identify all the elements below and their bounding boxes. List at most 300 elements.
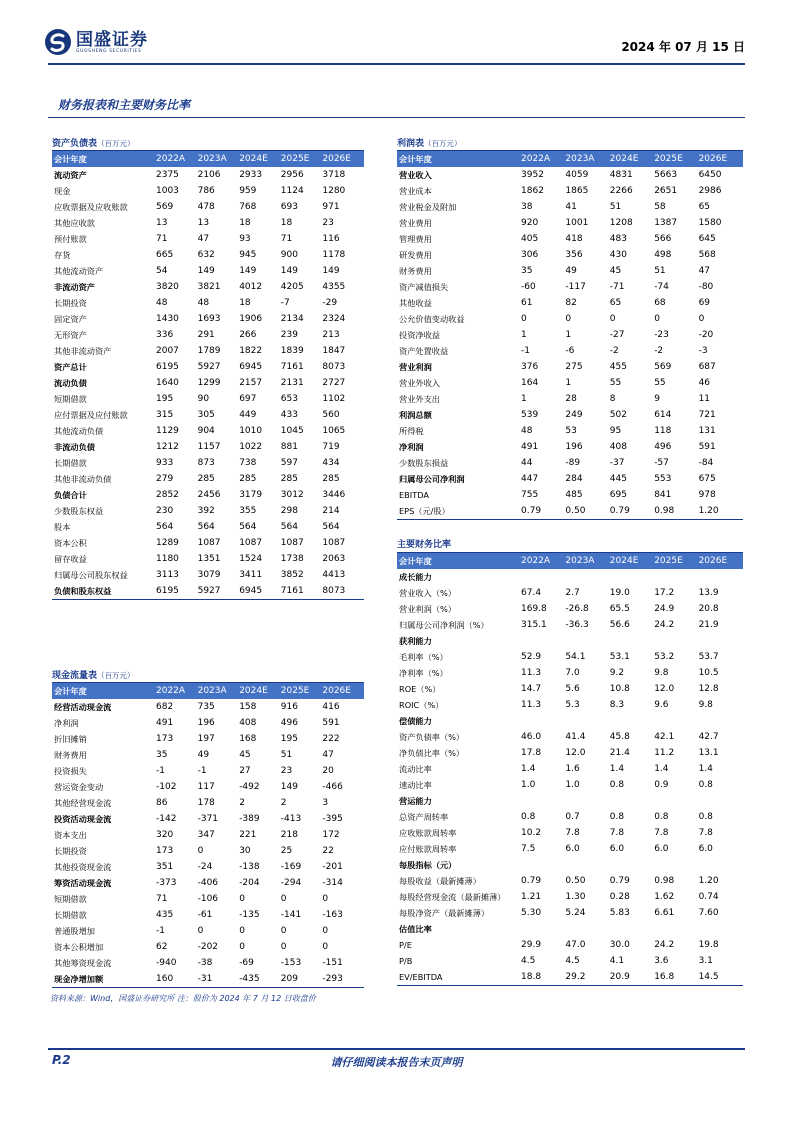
row-label: 营运资金变动 <box>54 782 104 792</box>
header-label-cell: 会计年度 <box>397 553 521 569</box>
value-cell: 1180 <box>156 554 179 564</box>
table-row <box>397 729 743 745</box>
value-cell: 24.9 <box>654 604 675 614</box>
value-cell: 1862 <box>521 186 544 196</box>
header-year-cell: 2024E <box>239 683 281 699</box>
value-cell: 6195 <box>156 583 198 600</box>
value-cell: 19.8 <box>698 940 719 950</box>
logo-name-cn: 国盛证券 <box>76 29 148 50</box>
table-row <box>52 359 364 375</box>
value-cell <box>521 793 565 809</box>
value-cell: 4012 <box>239 282 263 292</box>
value-cell: 1087 <box>197 538 221 548</box>
value-cell: 0.98 <box>654 876 675 886</box>
table-row <box>52 439 364 455</box>
value-cell: 0 <box>609 314 616 324</box>
value-cell: 502 <box>609 410 627 420</box>
value-cell: 0.8 <box>609 780 625 790</box>
value-cell: 45.8 <box>609 732 630 742</box>
value-cell: 933 <box>156 458 174 468</box>
value-cell: 920 <box>521 218 539 228</box>
value-cell: 2131 <box>280 378 304 388</box>
value-cell: 23 <box>322 218 334 228</box>
value-cell <box>654 921 698 937</box>
row-label: 偿债能力 <box>399 716 432 726</box>
value-cell: 0.28 <box>609 892 630 902</box>
table-row <box>52 215 364 231</box>
header-year-cell: 2024E <box>610 553 654 569</box>
value-cell: 1157 <box>197 442 221 452</box>
table-row <box>52 247 364 263</box>
table-row <box>52 343 364 359</box>
value-cell: 768 <box>239 202 257 212</box>
table-row <box>397 857 743 873</box>
row-label: 其他经营现金流 <box>54 798 112 808</box>
value-cell: -141 <box>280 910 302 920</box>
row-label: 每股指标（元） <box>399 860 457 870</box>
row-label: 每股经营现金流（最新摊薄） <box>399 892 506 902</box>
table-row <box>52 843 364 859</box>
table-row <box>52 311 364 327</box>
value-cell: 336 <box>156 330 174 340</box>
value-cell: 7.8 <box>698 828 713 838</box>
value-cell: 1.4 <box>654 764 669 774</box>
value-cell: 1087 <box>322 538 346 548</box>
header-year-cell: 2022A <box>521 151 565 167</box>
value-cell: 416 <box>322 702 340 712</box>
table-row <box>52 167 364 183</box>
caption-unit: （百万元） <box>97 139 135 148</box>
balance-sheet-table <box>52 151 364 600</box>
value-cell: 197 <box>197 734 215 744</box>
value-cell: 491 <box>521 442 539 452</box>
value-cell: -492 <box>239 782 260 792</box>
row-label: 营业利润（%） <box>399 604 456 614</box>
value-cell: -102 <box>156 782 177 792</box>
value-cell: 10.8 <box>609 684 630 694</box>
value-cell: -153 <box>280 958 302 968</box>
table-row <box>52 827 364 843</box>
value-cell: 3113 <box>156 570 179 580</box>
header-year-cell: 2023A <box>565 553 609 569</box>
value-cell: -204 <box>239 878 260 888</box>
row-label: 少数股东损益 <box>399 458 449 468</box>
value-cell: 11.3 <box>521 668 542 678</box>
table-header-row <box>397 553 743 569</box>
table-row <box>397 585 743 601</box>
value-cell: 0 <box>280 926 287 936</box>
value-cell: 0.7 <box>565 812 580 822</box>
value-cell: 69 <box>698 298 711 308</box>
table-row <box>397 263 743 279</box>
table-row <box>397 697 743 713</box>
value-cell: -435 <box>239 971 281 988</box>
value-cell: 614 <box>654 410 672 420</box>
value-cell: -7 <box>280 298 290 308</box>
company-logo <box>44 26 174 58</box>
table-row <box>52 263 364 279</box>
value-cell: 665 <box>156 250 174 260</box>
value-cell: 18 <box>239 298 251 308</box>
value-cell: 306 <box>521 250 539 260</box>
value-cell: 485 <box>565 490 583 500</box>
value-cell: -24 <box>197 862 213 872</box>
row-label: EV/EBITDA <box>397 969 521 986</box>
balance-sheet <box>52 137 364 600</box>
row-label: 流动负债 <box>54 378 87 388</box>
value-cell: 35 <box>156 750 168 760</box>
report-date: 2024 年 07 月 15 日 <box>621 40 745 54</box>
value-cell <box>610 793 654 809</box>
value-cell: 430 <box>609 250 627 260</box>
value-cell: 1847 <box>322 346 346 356</box>
value-cell <box>699 793 743 809</box>
row-label: P/B <box>399 956 413 966</box>
value-cell: 9 <box>654 394 660 404</box>
value-cell: 3.6 <box>654 956 669 966</box>
value-cell: 20.9 <box>610 969 654 986</box>
row-label: 长期投资 <box>54 298 87 308</box>
value-cell: 355 <box>239 506 257 516</box>
value-cell: 755 <box>521 490 539 500</box>
value-cell: 195 <box>156 394 174 404</box>
value-cell: 0 <box>239 942 245 952</box>
row-label: ROE（%） <box>399 684 441 694</box>
header-year-cell: 2026E <box>322 683 364 699</box>
value-cell: -373 <box>156 878 177 888</box>
value-cell: 1351 <box>197 554 221 564</box>
value-cell: -294 <box>280 878 302 888</box>
value-cell: 455 <box>609 362 627 372</box>
table-row <box>52 731 364 747</box>
value-cell: -314 <box>322 878 343 888</box>
value-cell: 0.74 <box>698 892 719 902</box>
value-cell: 285 <box>197 474 215 484</box>
value-cell: 275 <box>565 362 583 372</box>
row-label: 营业外支出 <box>399 394 440 404</box>
value-cell: 881 <box>280 442 298 452</box>
value-cell: 408 <box>239 718 257 728</box>
header-year-cell: 2024E <box>239 151 281 167</box>
row-label: 财务费用 <box>399 266 432 276</box>
value-cell: 2986 <box>698 186 722 196</box>
value-cell: 54 <box>156 266 168 276</box>
table-row <box>397 841 743 857</box>
value-cell: 65.5 <box>609 604 630 614</box>
value-cell: 285 <box>239 474 257 484</box>
value-cell: 1 <box>565 330 572 340</box>
value-cell: 496 <box>654 442 672 452</box>
table-row <box>52 471 364 487</box>
value-cell: 2266 <box>609 186 633 196</box>
table-row <box>52 747 364 763</box>
value-cell: 116 <box>322 234 340 244</box>
value-cell: 266 <box>239 330 257 340</box>
value-cell: 149 <box>239 266 257 276</box>
value-cell: 68 <box>654 298 666 308</box>
row-label: 营业收入（%） <box>399 588 456 598</box>
value-cell: 12.0 <box>654 684 675 694</box>
value-cell: 320 <box>156 830 174 840</box>
value-cell: 169.8 <box>521 604 547 614</box>
value-cell: 172 <box>322 830 340 840</box>
value-cell: -293 <box>322 971 364 988</box>
row-label: 管理费用 <box>399 234 432 244</box>
header-year-cell: 2026E <box>322 151 364 167</box>
value-cell: -57 <box>654 458 669 468</box>
value-cell: 14.7 <box>521 684 542 694</box>
value-cell: 1124 <box>280 186 304 196</box>
value-cell: 418 <box>565 234 583 244</box>
row-label: 营业成本 <box>399 186 432 196</box>
row-label: 现金净增加额 <box>52 971 156 988</box>
value-cell: 687 <box>698 362 716 372</box>
row-label: 公允价值变动收益 <box>399 314 465 324</box>
value-cell: 9.6 <box>654 700 669 710</box>
table-row <box>52 699 364 715</box>
table-header-row <box>52 151 364 167</box>
value-cell: 1524 <box>239 554 263 564</box>
value-cell: 55 <box>609 378 622 388</box>
value-cell: 18 <box>280 218 293 228</box>
table-row <box>397 793 743 809</box>
value-cell: 0.9 <box>654 780 669 790</box>
value-cell: 82 <box>565 298 577 308</box>
row-label: 速动比率 <box>399 780 432 790</box>
value-cell: 4413 <box>322 570 346 580</box>
value-cell: 5.24 <box>565 908 586 918</box>
row-label: 每股收益（最新摊薄） <box>399 876 481 886</box>
row-label: 净利润 <box>54 718 79 728</box>
header-year-cell: 2025E <box>281 151 323 167</box>
header-year-cell: 2025E <box>654 553 698 569</box>
value-cell <box>610 713 654 729</box>
value-cell: 2157 <box>239 378 263 388</box>
value-cell: 0.79 <box>521 876 542 886</box>
caption-text: 资产负债表 <box>52 139 98 149</box>
value-cell: -169 <box>280 862 302 872</box>
value-cell: 65 <box>698 202 711 212</box>
value-cell: 49 <box>565 266 577 276</box>
value-cell <box>699 713 743 729</box>
row-label: 资本支出 <box>54 830 87 840</box>
value-cell: 0 <box>197 926 204 936</box>
guosheng-logo-icon <box>44 28 72 56</box>
value-cell: 1693 <box>197 314 221 324</box>
value-cell <box>521 857 565 873</box>
value-cell: 566 <box>654 234 672 244</box>
row-label: 其他非流动资产 <box>54 346 112 356</box>
value-cell: -89 <box>565 458 581 468</box>
value-cell: 5.6 <box>565 684 580 694</box>
value-cell: -26.8 <box>565 604 589 614</box>
value-cell: 95 <box>609 426 622 436</box>
value-cell: 3852 <box>280 570 304 580</box>
value-cell: 0 <box>698 314 705 324</box>
value-cell: 7.8 <box>565 828 580 838</box>
value-cell <box>654 857 698 873</box>
table-row <box>397 343 743 359</box>
value-cell: -38 <box>197 958 213 968</box>
row-label: 存货 <box>54 250 71 260</box>
row-label: 营业费用 <box>399 218 432 228</box>
value-cell <box>610 633 654 649</box>
value-cell: 35 <box>521 266 533 276</box>
header-year-cell: 2023A <box>198 683 240 699</box>
value-cell: 2852 <box>156 490 179 500</box>
table-row <box>397 247 743 263</box>
value-cell: 2727 <box>322 378 346 388</box>
row-label: 投资活动现金流 <box>54 814 112 824</box>
table-row <box>52 891 364 907</box>
value-cell: 1580 <box>698 218 722 228</box>
value-cell: 1022 <box>239 442 263 452</box>
value-cell <box>565 569 609 585</box>
value-cell: -151 <box>322 958 343 968</box>
row-label: 研发费用 <box>399 250 432 260</box>
table-header-row <box>397 151 743 167</box>
value-cell: 0 <box>239 926 245 936</box>
value-cell: 0.8 <box>609 812 625 822</box>
value-cell: -395 <box>322 814 343 824</box>
row-label: 净负债比率（%） <box>399 748 465 758</box>
table-row <box>52 795 364 811</box>
value-cell: 0.8 <box>698 812 713 822</box>
value-cell: 971 <box>322 202 340 212</box>
table-row <box>397 183 743 199</box>
row-label: 估值比率 <box>399 924 432 934</box>
header-year-cell: 2022A <box>156 151 198 167</box>
value-cell: 7.60 <box>698 908 719 918</box>
table-row <box>397 199 743 215</box>
row-label: 折旧摊销 <box>54 734 87 744</box>
table-row <box>52 279 364 295</box>
section-rule <box>48 117 745 118</box>
row-label: 财务费用 <box>54 750 87 760</box>
value-cell <box>565 921 609 937</box>
row-label: EPS（元/股） <box>397 503 521 520</box>
value-cell: 58 <box>654 202 666 212</box>
row-label: 短期借款 <box>54 894 87 904</box>
row-label: 毛利率（%） <box>399 652 448 662</box>
row-label: 成长能力 <box>399 572 432 582</box>
header-year-cell: 2022A <box>156 683 198 699</box>
value-cell: 53.1 <box>609 652 630 662</box>
value-cell: 1208 <box>609 218 633 228</box>
value-cell: 697 <box>239 394 257 404</box>
value-cell: 6.0 <box>609 844 625 854</box>
value-cell: 0.8 <box>698 780 713 790</box>
value-cell: 1065 <box>322 426 346 436</box>
value-cell: 305 <box>197 410 215 420</box>
value-cell: 564 <box>197 522 215 532</box>
value-cell: 7.8 <box>654 828 669 838</box>
value-cell: 4205 <box>280 282 304 292</box>
value-cell: 569 <box>156 202 174 212</box>
value-cell: 214 <box>322 506 340 516</box>
table-row <box>397 761 743 777</box>
header-label-cell: 会计年度 <box>52 151 156 167</box>
table-row <box>397 471 743 487</box>
value-cell: 351 <box>156 862 174 872</box>
row-label: 资本公积 <box>54 538 87 548</box>
value-cell: 48 <box>156 298 168 308</box>
row-label: 每股净资产（最新摊薄） <box>399 908 490 918</box>
value-cell: 131 <box>698 426 716 436</box>
header-year-cell: 2025E <box>281 683 323 699</box>
table-row <box>397 873 743 889</box>
value-cell: 18.8 <box>521 969 565 986</box>
table-row <box>397 921 743 937</box>
value-cell: 786 <box>197 186 215 196</box>
value-cell: 55 <box>654 378 666 388</box>
value-cell: 230 <box>156 506 174 516</box>
value-cell: 47 <box>698 266 711 276</box>
value-cell: 904 <box>197 426 215 436</box>
value-cell: 291 <box>197 330 215 340</box>
value-cell: -37 <box>609 458 625 468</box>
value-cell: 392 <box>197 506 215 516</box>
value-cell <box>610 857 654 873</box>
value-cell: 3.1 <box>698 956 713 966</box>
value-cell: 0.8 <box>521 812 536 822</box>
value-cell: 11 <box>698 394 711 404</box>
value-cell: 45 <box>239 750 251 760</box>
value-cell: 632 <box>197 250 215 260</box>
row-label: 应收账款周转率 <box>399 828 457 838</box>
value-cell: 0 <box>280 942 287 952</box>
value-cell: 41.4 <box>565 732 586 742</box>
value-cell: 873 <box>197 458 215 468</box>
row-label: 应付账款周转率 <box>399 844 457 854</box>
value-cell: 158 <box>239 702 257 712</box>
value-cell: 6945 <box>239 583 281 600</box>
value-cell: -163 <box>322 910 343 920</box>
value-cell: 434 <box>322 458 340 468</box>
table-row <box>397 455 743 471</box>
header-label-cell: 会计年度 <box>397 151 521 167</box>
value-cell: 0.8 <box>654 812 669 822</box>
value-cell: 356 <box>565 250 583 260</box>
row-label: 其他应收款 <box>54 218 95 228</box>
value-cell: -1 <box>197 766 207 776</box>
value-cell: 591 <box>322 718 340 728</box>
value-cell <box>521 569 565 585</box>
row-label: 负债合计 <box>54 490 87 500</box>
header-year-cell: 2022A <box>521 553 565 569</box>
value-cell: 48 <box>197 298 210 308</box>
value-cell: -60 <box>521 282 536 292</box>
value-cell: 173 <box>156 846 174 856</box>
row-label: 归属母公司股东权益 <box>54 570 128 580</box>
table-row <box>397 713 743 729</box>
value-cell: 22 <box>322 846 334 856</box>
footer-rule <box>48 1048 745 1050</box>
value-cell <box>699 633 743 649</box>
row-label: 非流动负债 <box>54 442 95 452</box>
value-cell: 1.0 <box>565 780 580 790</box>
value-cell: 376 <box>521 362 539 372</box>
value-cell: 564 <box>239 522 257 532</box>
value-cell: 49 <box>197 750 210 760</box>
value-cell: 645 <box>698 234 716 244</box>
value-cell: 7.8 <box>609 828 625 838</box>
value-cell: 2956 <box>280 170 304 180</box>
table-row <box>397 295 743 311</box>
value-cell: 1 <box>565 378 572 388</box>
value-cell: -71 <box>609 282 625 292</box>
value-cell: 1087 <box>239 538 263 548</box>
